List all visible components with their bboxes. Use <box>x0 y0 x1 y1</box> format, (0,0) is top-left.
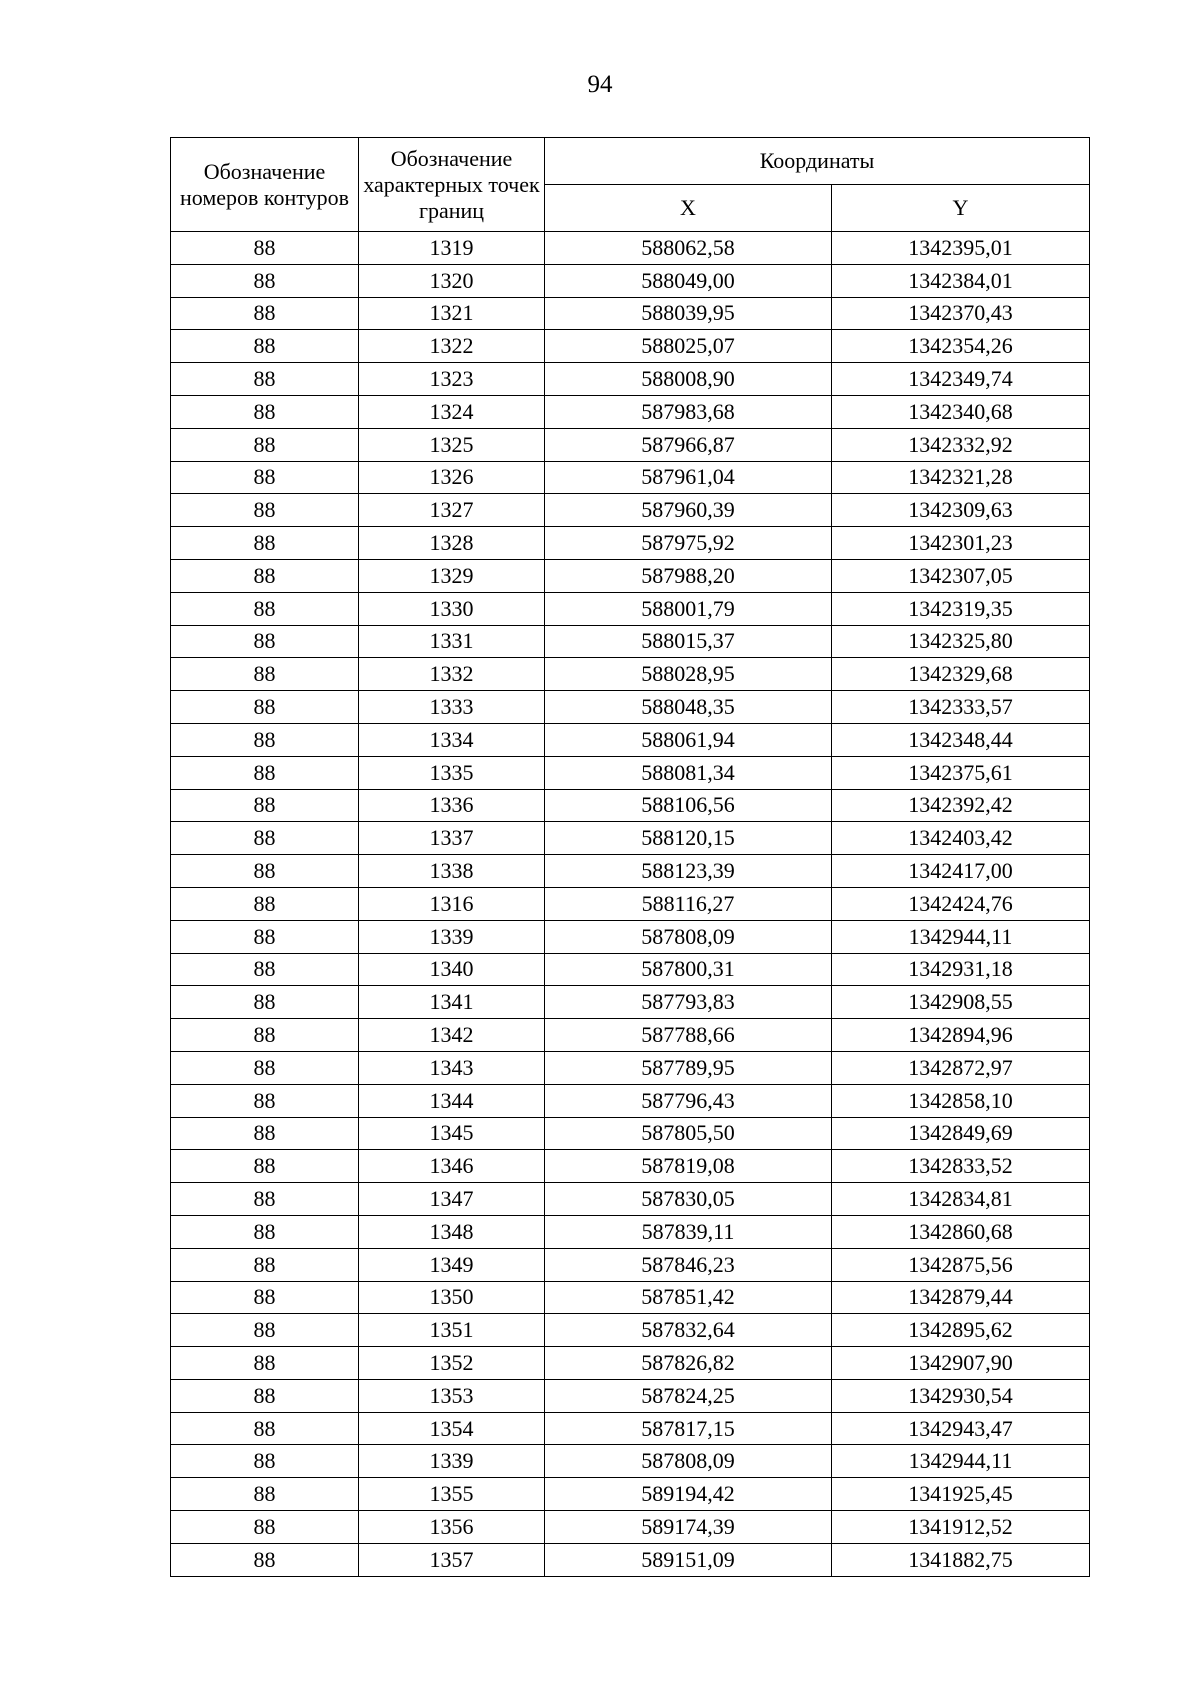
cell-point-number: 1341 <box>359 986 545 1019</box>
table-row <box>171 1379 1090 1412</box>
cell-y-coordinate: 1342858,10 <box>832 1084 1090 1117</box>
table-row <box>171 395 1090 428</box>
cell-point-number: 1322 <box>359 330 545 363</box>
table-row <box>171 264 1090 297</box>
cell-contour-number: 88 <box>171 363 359 396</box>
cell-y-coordinate: 1341882,75 <box>832 1543 1090 1576</box>
cell-y-coordinate: 1342894,96 <box>832 1019 1090 1052</box>
cell-point-number: 1339 <box>359 1445 545 1478</box>
cell-contour-number: 88 <box>171 658 359 691</box>
table-row <box>171 494 1090 527</box>
cell-contour-number: 88 <box>171 822 359 855</box>
cell-point-number: 1355 <box>359 1478 545 1511</box>
table-row <box>171 592 1090 625</box>
cell-contour-number: 88 <box>171 855 359 888</box>
cell-y-coordinate: 1342319,35 <box>832 592 1090 625</box>
cell-contour-number: 88 <box>171 920 359 953</box>
cell-x-coordinate: 587975,92 <box>545 527 832 560</box>
cell-contour-number: 88 <box>171 625 359 658</box>
table-row <box>171 1543 1090 1576</box>
cell-y-coordinate: 1341912,52 <box>832 1511 1090 1544</box>
cell-contour-number: 88 <box>171 527 359 560</box>
cell-contour-number: 88 <box>171 428 359 461</box>
cell-x-coordinate: 587839,11 <box>545 1215 832 1248</box>
cell-x-coordinate: 588028,95 <box>545 658 832 691</box>
cell-contour-number: 88 <box>171 1379 359 1412</box>
cell-x-coordinate: 587988,20 <box>545 559 832 592</box>
cell-contour-number: 88 <box>171 1347 359 1380</box>
cell-y-coordinate: 1342875,56 <box>832 1248 1090 1281</box>
table-row <box>171 1248 1090 1281</box>
table-body <box>171 232 1090 1577</box>
cell-y-coordinate: 1342403,42 <box>832 822 1090 855</box>
cell-contour-number: 88 <box>171 264 359 297</box>
cell-x-coordinate: 588049,00 <box>545 264 832 297</box>
table-row <box>171 887 1090 920</box>
cell-point-number: 1327 <box>359 494 545 527</box>
table-row <box>171 363 1090 396</box>
table-row <box>171 1084 1090 1117</box>
cell-y-coordinate: 1342833,52 <box>832 1150 1090 1183</box>
table-row <box>171 658 1090 691</box>
cell-x-coordinate: 587832,64 <box>545 1314 832 1347</box>
cell-x-coordinate: 587819,08 <box>545 1150 832 1183</box>
cell-point-number: 1354 <box>359 1412 545 1445</box>
cell-contour-number: 88 <box>171 986 359 1019</box>
header-x: X <box>545 185 832 232</box>
table-row <box>171 1347 1090 1380</box>
cell-point-number: 1329 <box>359 559 545 592</box>
cell-x-coordinate: 587793,83 <box>545 986 832 1019</box>
cell-x-coordinate: 587830,05 <box>545 1183 832 1216</box>
cell-contour-number: 88 <box>171 691 359 724</box>
table-row <box>171 1150 1090 1183</box>
cell-point-number: 1343 <box>359 1051 545 1084</box>
cell-point-number: 1319 <box>359 232 545 265</box>
cell-contour-number: 88 <box>171 1215 359 1248</box>
cell-x-coordinate: 587808,09 <box>545 1445 832 1478</box>
table-row <box>171 1281 1090 1314</box>
cell-contour-number: 88 <box>171 953 359 986</box>
table-row <box>171 232 1090 265</box>
cell-point-number: 1342 <box>359 1019 545 1052</box>
cell-x-coordinate: 588120,15 <box>545 822 832 855</box>
table-row <box>171 1511 1090 1544</box>
cell-point-number: 1334 <box>359 723 545 756</box>
table-row <box>171 428 1090 461</box>
cell-y-coordinate: 1342370,43 <box>832 297 1090 330</box>
cell-x-coordinate: 587808,09 <box>545 920 832 953</box>
table-row <box>171 691 1090 724</box>
cell-contour-number: 88 <box>171 297 359 330</box>
cell-x-coordinate: 587817,15 <box>545 1412 832 1445</box>
cell-contour-number: 88 <box>171 1248 359 1281</box>
cell-point-number: 1347 <box>359 1183 545 1216</box>
cell-y-coordinate: 1342944,11 <box>832 1445 1090 1478</box>
cell-y-coordinate: 1342375,61 <box>832 756 1090 789</box>
cell-x-coordinate: 588025,07 <box>545 330 832 363</box>
cell-y-coordinate: 1342849,69 <box>832 1117 1090 1150</box>
cell-contour-number: 88 <box>171 1511 359 1544</box>
cell-y-coordinate: 1342340,68 <box>832 395 1090 428</box>
cell-contour-number: 88 <box>171 1543 359 1576</box>
table-row <box>171 723 1090 756</box>
cell-point-number: 1335 <box>359 756 545 789</box>
header-coordinates: Координаты <box>545 138 1090 185</box>
table-row <box>171 756 1090 789</box>
cell-point-number: 1345 <box>359 1117 545 1150</box>
cell-contour-number: 88 <box>171 1412 359 1445</box>
table-row <box>171 1019 1090 1052</box>
table-row <box>171 855 1090 888</box>
page-number: 94 <box>587 71 613 98</box>
coordinates-table <box>170 137 1090 1577</box>
cell-y-coordinate: 1342349,74 <box>832 363 1090 396</box>
cell-point-number: 1326 <box>359 461 545 494</box>
cell-point-number: 1351 <box>359 1314 545 1347</box>
cell-point-number: 1352 <box>359 1347 545 1380</box>
table-row <box>171 1183 1090 1216</box>
cell-x-coordinate: 589151,09 <box>545 1543 832 1576</box>
cell-point-number: 1348 <box>359 1215 545 1248</box>
cell-x-coordinate: 588081,34 <box>545 756 832 789</box>
cell-x-coordinate: 589174,39 <box>545 1511 832 1544</box>
cell-contour-number: 88 <box>171 1150 359 1183</box>
table-row <box>171 1314 1090 1347</box>
cell-contour-number: 88 <box>171 756 359 789</box>
cell-point-number: 1324 <box>359 395 545 428</box>
cell-contour-number: 88 <box>171 1445 359 1478</box>
cell-x-coordinate: 587851,42 <box>545 1281 832 1314</box>
cell-x-coordinate: 587800,31 <box>545 953 832 986</box>
cell-x-coordinate: 588061,94 <box>545 723 832 756</box>
cell-x-coordinate: 589194,42 <box>545 1478 832 1511</box>
cell-y-coordinate: 1342395,01 <box>832 232 1090 265</box>
cell-contour-number: 88 <box>171 1084 359 1117</box>
cell-point-number: 1325 <box>359 428 545 461</box>
cell-y-coordinate: 1342424,76 <box>832 887 1090 920</box>
cell-x-coordinate: 587826,82 <box>545 1347 832 1380</box>
cell-x-coordinate: 588048,35 <box>545 691 832 724</box>
cell-y-coordinate: 1342834,81 <box>832 1183 1090 1216</box>
cell-x-coordinate: 588106,56 <box>545 789 832 822</box>
cell-x-coordinate: 588015,37 <box>545 625 832 658</box>
cell-x-coordinate: 587789,95 <box>545 1051 832 1084</box>
cell-point-number: 1350 <box>359 1281 545 1314</box>
cell-x-coordinate: 587966,87 <box>545 428 832 461</box>
table-header <box>171 138 1090 232</box>
cell-x-coordinate: 587824,25 <box>545 1379 832 1412</box>
cell-x-coordinate: 587983,68 <box>545 395 832 428</box>
cell-x-coordinate: 588116,27 <box>545 887 832 920</box>
cell-y-coordinate: 1342392,42 <box>832 789 1090 822</box>
cell-y-coordinate: 1342931,18 <box>832 953 1090 986</box>
table-row <box>171 330 1090 363</box>
cell-x-coordinate: 587960,39 <box>545 494 832 527</box>
cell-point-number: 1349 <box>359 1248 545 1281</box>
cell-y-coordinate: 1342307,05 <box>832 559 1090 592</box>
cell-contour-number: 88 <box>171 789 359 822</box>
cell-x-coordinate: 587805,50 <box>545 1117 832 1150</box>
cell-point-number: 1316 <box>359 887 545 920</box>
cell-x-coordinate: 588123,39 <box>545 855 832 888</box>
table-row <box>171 1412 1090 1445</box>
cell-y-coordinate: 1342333,57 <box>832 691 1090 724</box>
cell-contour-number: 88 <box>171 232 359 265</box>
cell-point-number: 1339 <box>359 920 545 953</box>
cell-contour-number: 88 <box>171 395 359 428</box>
cell-x-coordinate: 588039,95 <box>545 297 832 330</box>
cell-point-number: 1333 <box>359 691 545 724</box>
cell-y-coordinate: 1342332,92 <box>832 428 1090 461</box>
cell-point-number: 1323 <box>359 363 545 396</box>
cell-contour-number: 88 <box>171 1117 359 1150</box>
cell-contour-number: 88 <box>171 592 359 625</box>
cell-x-coordinate: 587796,43 <box>545 1084 832 1117</box>
cell-y-coordinate: 1342321,28 <box>832 461 1090 494</box>
table-row <box>171 527 1090 560</box>
cell-y-coordinate: 1342354,26 <box>832 330 1090 363</box>
header-y: Y <box>832 185 1090 232</box>
cell-y-coordinate: 1342309,63 <box>832 494 1090 527</box>
table-row <box>171 1215 1090 1248</box>
cell-y-coordinate: 1342348,44 <box>832 723 1090 756</box>
cell-y-coordinate: 1342417,00 <box>832 855 1090 888</box>
cell-x-coordinate: 587961,04 <box>545 461 832 494</box>
header-boundary-points: Обозначение характерных точек границ <box>359 138 545 232</box>
table-row <box>171 953 1090 986</box>
cell-x-coordinate: 588001,79 <box>545 592 832 625</box>
cell-contour-number: 88 <box>171 1051 359 1084</box>
cell-y-coordinate: 1342930,54 <box>832 1379 1090 1412</box>
cell-point-number: 1344 <box>359 1084 545 1117</box>
cell-point-number: 1320 <box>359 264 545 297</box>
cell-point-number: 1340 <box>359 953 545 986</box>
cell-y-coordinate: 1342895,62 <box>832 1314 1090 1347</box>
cell-contour-number: 88 <box>171 330 359 363</box>
table-row <box>171 625 1090 658</box>
cell-point-number: 1331 <box>359 625 545 658</box>
table-row <box>171 1051 1090 1084</box>
cell-y-coordinate: 1342944,11 <box>832 920 1090 953</box>
table-row <box>171 986 1090 1019</box>
cell-point-number: 1330 <box>359 592 545 625</box>
cell-y-coordinate: 1342908,55 <box>832 986 1090 1019</box>
cell-point-number: 1328 <box>359 527 545 560</box>
cell-x-coordinate: 588062,58 <box>545 232 832 265</box>
cell-x-coordinate: 588008,90 <box>545 363 832 396</box>
table-row <box>171 297 1090 330</box>
cell-contour-number: 88 <box>171 1183 359 1216</box>
cell-contour-number: 88 <box>171 723 359 756</box>
table-row <box>171 822 1090 855</box>
cell-contour-number: 88 <box>171 1478 359 1511</box>
cell-y-coordinate: 1342860,68 <box>832 1215 1090 1248</box>
cell-y-coordinate: 1342879,44 <box>832 1281 1090 1314</box>
cell-point-number: 1338 <box>359 855 545 888</box>
cell-point-number: 1346 <box>359 1150 545 1183</box>
cell-contour-number: 88 <box>171 461 359 494</box>
cell-point-number: 1337 <box>359 822 545 855</box>
cell-point-number: 1336 <box>359 789 545 822</box>
cell-contour-number: 88 <box>171 1019 359 1052</box>
cell-contour-number: 88 <box>171 887 359 920</box>
cell-y-coordinate: 1342384,01 <box>832 264 1090 297</box>
table-row <box>171 1117 1090 1150</box>
cell-point-number: 1353 <box>359 1379 545 1412</box>
cell-x-coordinate: 587788,66 <box>545 1019 832 1052</box>
cell-point-number: 1356 <box>359 1511 545 1544</box>
header-contour-numbers: Обозначение номеров контуров <box>171 138 359 232</box>
cell-contour-number: 88 <box>171 494 359 527</box>
cell-y-coordinate: 1341925,45 <box>832 1478 1090 1511</box>
cell-contour-number: 88 <box>171 1314 359 1347</box>
table-row <box>171 789 1090 822</box>
cell-y-coordinate: 1342872,97 <box>832 1051 1090 1084</box>
cell-contour-number: 88 <box>171 1281 359 1314</box>
cell-point-number: 1321 <box>359 297 545 330</box>
cell-x-coordinate: 587846,23 <box>545 1248 832 1281</box>
table-row <box>171 559 1090 592</box>
cell-y-coordinate: 1342907,90 <box>832 1347 1090 1380</box>
cell-y-coordinate: 1342329,68 <box>832 658 1090 691</box>
cell-point-number: 1357 <box>359 1543 545 1576</box>
table-row <box>171 461 1090 494</box>
cell-y-coordinate: 1342943,47 <box>832 1412 1090 1445</box>
cell-point-number: 1332 <box>359 658 545 691</box>
cell-y-coordinate: 1342325,80 <box>832 625 1090 658</box>
table-row <box>171 920 1090 953</box>
table-row <box>171 1445 1090 1478</box>
cell-contour-number: 88 <box>171 559 359 592</box>
table-row <box>171 1478 1090 1511</box>
cell-y-coordinate: 1342301,23 <box>832 527 1090 560</box>
